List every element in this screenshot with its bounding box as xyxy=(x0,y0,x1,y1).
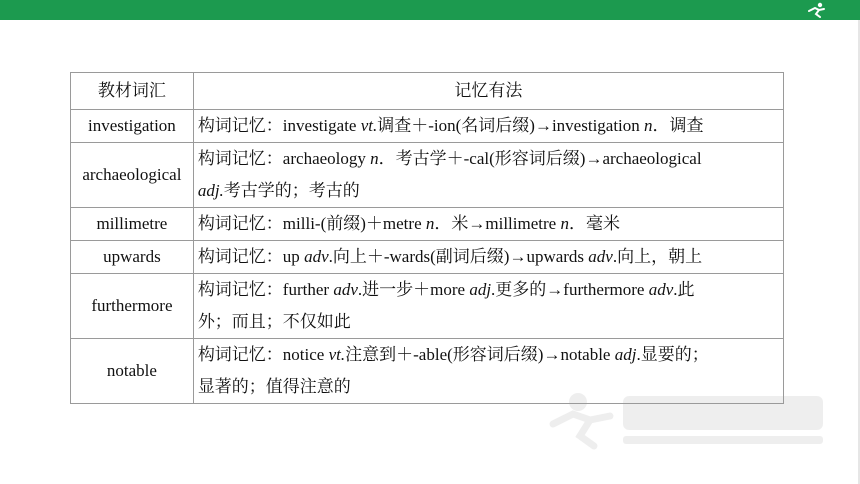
explanation-line xyxy=(198,306,779,338)
part-of-speech: adv xyxy=(588,247,613,266)
explanation-text: 注意到＋-able(形容词后缀)→notable xyxy=(345,345,615,364)
explanation-text: ．米→millimetre xyxy=(434,214,561,233)
explanation-text: 考古学的；考古的 xyxy=(223,181,360,200)
table-row xyxy=(71,274,784,339)
table-row xyxy=(71,241,784,274)
vocab-word: millimetre xyxy=(71,208,194,241)
explanation-text: .显要的； xyxy=(636,345,709,364)
explanation-text: ．考古学＋-cal(形容词后缀)→archaeological xyxy=(378,149,702,168)
explanation-text: 构词记忆：notice xyxy=(197,345,329,364)
explanation-line xyxy=(198,143,779,175)
table-row xyxy=(71,339,784,404)
explanation-text: .向上＋-wards(副词后缀)→upwards xyxy=(328,247,589,266)
vocab-word: archaeological xyxy=(71,143,194,208)
explanation-line xyxy=(198,371,779,403)
vocab-word: furthermore xyxy=(71,274,194,339)
explanation-text: 构词记忆：archaeology xyxy=(197,149,371,168)
explanation-text: 构词记忆：further xyxy=(197,280,334,299)
part-of-speech: adv xyxy=(304,247,329,266)
explanation-text: ．调查 xyxy=(652,116,704,135)
table-row xyxy=(71,110,784,143)
explanation-text: .进一步＋more xyxy=(357,280,470,299)
vocab-word: investigation xyxy=(71,110,194,143)
explanation-text: 调查＋-ion(名词后缀)→investigation xyxy=(377,116,645,135)
memory-explanation xyxy=(193,208,783,241)
explanation-text: 构词记忆：up xyxy=(197,247,305,266)
explanation-text: 构词记忆：investigate xyxy=(197,116,361,135)
explanation-text: .此 xyxy=(673,280,695,299)
part-of-speech: vt. xyxy=(328,345,346,364)
explanation-line xyxy=(198,175,779,207)
memory-explanation xyxy=(193,274,783,339)
vocab-word: upwards xyxy=(71,241,194,274)
memory-explanation xyxy=(193,143,783,208)
table-row xyxy=(71,208,784,241)
part-of-speech: vt. xyxy=(360,116,378,135)
table-body xyxy=(71,110,784,404)
part-of-speech: n xyxy=(370,149,379,168)
memory-explanation xyxy=(193,110,783,143)
table-header-row xyxy=(71,73,784,110)
header-memory-method: 记忆有法 xyxy=(193,73,783,110)
explanation-text: .向上，朝上 xyxy=(612,247,703,266)
explanation-text: .更多的→furthermore xyxy=(491,280,649,299)
explanation-text: ．毫米 xyxy=(568,214,620,233)
explanation-line xyxy=(198,274,779,306)
explanation-text: 外；而且；不仅如此 xyxy=(197,312,351,331)
part-of-speech: adv xyxy=(648,280,674,299)
part-of-speech: adj xyxy=(614,345,637,364)
memory-explanation xyxy=(193,241,783,274)
header-vocab: 教材词汇 xyxy=(71,73,194,110)
top-banner xyxy=(0,0,860,20)
part-of-speech: adj. xyxy=(197,181,224,200)
runner-icon xyxy=(806,2,828,18)
part-of-speech: n xyxy=(560,214,569,233)
explanation-line xyxy=(198,241,779,273)
part-of-speech: adj xyxy=(469,280,492,299)
part-of-speech: n xyxy=(425,214,435,233)
explanation-text: 显著的；值得注意的 xyxy=(197,377,351,396)
memory-explanation xyxy=(193,339,783,404)
explanation-text: 构词记忆：milli-(前缀)＋metre xyxy=(197,214,426,233)
brand-logo xyxy=(806,0,828,20)
explanation-line xyxy=(198,110,779,142)
part-of-speech: n xyxy=(644,116,653,135)
explanation-line xyxy=(198,339,779,371)
explanation-line xyxy=(198,208,779,240)
vocab-word: notable xyxy=(71,339,194,404)
table-row xyxy=(71,143,784,208)
vocabulary-table xyxy=(70,72,784,404)
part-of-speech: adv xyxy=(333,280,358,299)
